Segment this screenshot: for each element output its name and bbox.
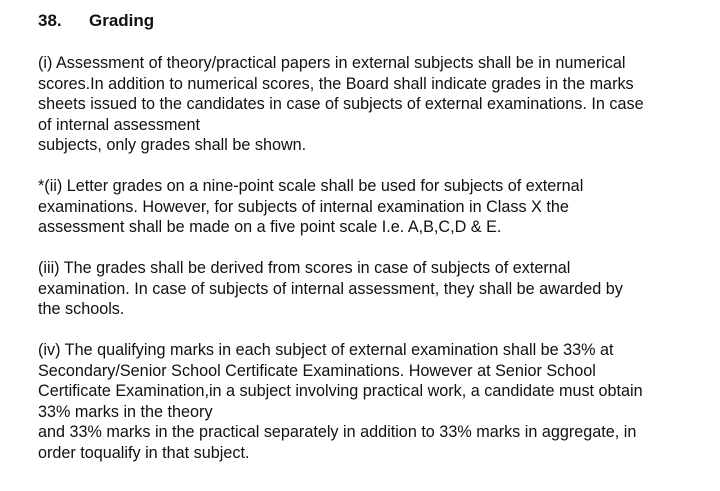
- paragraph-line: examinations. However, for subjects of internal examination in Class X the: [38, 197, 569, 216]
- section-number: 38.: [38, 11, 62, 30]
- paragraph-line: the schools.: [38, 300, 125, 318]
- section-heading: [38, 10, 154, 32]
- paragraph-line: *(ii) Letter grades on a nine-point scale shall be used for subjects of external: [38, 177, 584, 195]
- paragraph-line: 33% marks in the theory: [38, 402, 213, 421]
- paragraph-line: (i) Assessment of theory/practical papers in external subjects shall be in numerical: [38, 54, 626, 72]
- paragraph-line: sheets issued to the candidates in case of subjects of external examinations. In case: [38, 95, 644, 113]
- paragraph-line: of internal assessment: [38, 115, 200, 134]
- paragraph-line: subjects, only grades shall be shown.: [38, 136, 307, 154]
- paragraph-line: Certificate Examination,in a subject involving practical work, a candidate must obtain: [38, 382, 643, 400]
- paragraph-line: (iv) The qualifying marks in each subject of external examination shall be 33% at: [38, 341, 614, 359]
- paragraph-line: examination. In case of subjects of internal assessment, they shall be awarded by: [38, 279, 623, 298]
- paragraph-line: scores.In addition to numerical scores, the Board shall indicate grades in the marks: [38, 74, 634, 93]
- paragraph-ii: [38, 176, 718, 238]
- section-title: Grading: [89, 11, 155, 30]
- paragraph-i: [38, 53, 718, 156]
- paragraph-line: (iii) The grades shall be derived from scores in case of subjects of external: [38, 259, 571, 277]
- paragraph-iv: [38, 340, 718, 463]
- paragraph-line: assessment shall be made on a five point scale I.e. A,B,C,D & E.: [38, 218, 502, 236]
- paragraph-line: and 33% marks in the practical separately in addition to 33% marks in aggregate, in: [38, 423, 637, 441]
- paragraph-line: order toqualify in that subject.: [38, 443, 250, 462]
- paragraph-iii: [38, 258, 718, 320]
- paragraph-line: Secondary/Senior School Certificate Examinations. However at Senior School: [38, 361, 596, 380]
